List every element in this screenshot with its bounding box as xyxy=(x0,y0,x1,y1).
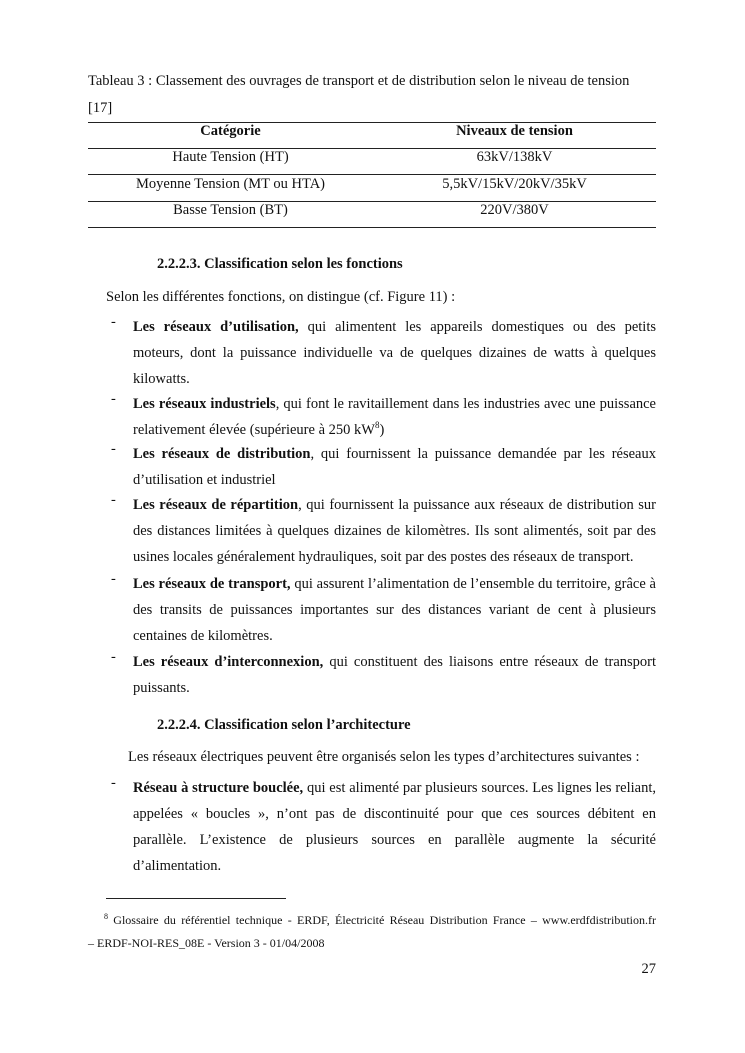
bullet-marker: - xyxy=(111,441,116,457)
table-bottom-rule xyxy=(88,227,656,228)
item-description: qui alimentent les appareils domestiques ou des petits moteurs, dont la puissance individuelle va de quelques dizaines de watts à quelques kilowatts. xyxy=(133,319,656,387)
footnote xyxy=(88,909,656,955)
item-description: , qui fournissent la puissance demandée par les réseaux d’utilisation et industriel xyxy=(133,446,656,488)
table-cell-category: Moyenne Tension (MT ou HTA) xyxy=(136,176,325,192)
footnote-number: 8 xyxy=(104,912,108,921)
table-cell-category: Basse Tension (BT) xyxy=(173,202,288,218)
item-description: qui est alimenté par plusieurs sources. Les lignes les reliant, appelées « boucles », n’ont pas de discontinuité pour que ces sources débitent en parallèle. L’existence de plusieurs sources en parallèle augmente la sécurité d’alimentation. xyxy=(133,780,656,874)
item-term: Réseau à structure bouclée, xyxy=(133,780,304,796)
item-term: Les réseaux de transport, xyxy=(133,576,291,592)
table-header-voltage: Niveaux de tension xyxy=(456,123,573,139)
item-description: qui constituent des liaisons entre réseaux de transport puissants. xyxy=(133,654,657,696)
bullet-marker: - xyxy=(111,314,116,330)
item-term: Les réseaux d’utilisation, xyxy=(133,319,299,335)
table-cell-voltage: 220V/380V xyxy=(480,202,549,218)
table-caption: Tableau 3 : Classement des ouvrages de transport et de distribution selon le niveau de tension [17] xyxy=(88,73,630,116)
item-term: Les réseaux de répartition xyxy=(133,497,299,513)
table-cell-voltage: 5,5kV/15kV/20kV/35kV xyxy=(442,176,587,192)
list-item xyxy=(106,492,656,570)
section-heading-fonctions: 2.2.2.3. Classification selon les fonctions xyxy=(157,256,403,272)
page-number: 27 xyxy=(641,961,656,977)
footnote-reference: 8 xyxy=(374,420,380,431)
list-item xyxy=(106,314,656,392)
list-item xyxy=(106,441,656,493)
item-description-tail: ) xyxy=(379,422,385,438)
bullet-marker: - xyxy=(111,391,116,407)
bullet-marker: - xyxy=(111,492,116,508)
table-row-rule xyxy=(88,174,656,175)
section-intro-fonctions: Selon les différentes fonctions, on distingue (cf. Figure 11) : xyxy=(106,289,456,305)
section-intro-architecture: Les réseaux électriques peuvent être organisés selon les types d’architectures suivantes : xyxy=(128,749,640,765)
footnote-text: Glossaire du référentiel technique - ERDF, Électricité Réseau Distribution France – www.erdfdistribution.fr xyxy=(108,913,656,927)
list-item xyxy=(106,775,656,879)
bullet-marker: - xyxy=(111,775,116,791)
footnote-separator xyxy=(106,898,286,899)
bullet-marker: - xyxy=(111,649,116,665)
list-item xyxy=(106,391,656,443)
item-description: , qui font le ravitaillement dans les industries avec une puissance relativement élevée (supérieure à 250 kW xyxy=(133,396,656,438)
item-term: Les réseaux industriels xyxy=(133,396,276,412)
section-heading-architecture: 2.2.2.4. Classification selon l’architecture xyxy=(157,717,411,733)
table-cell-category: Haute Tension (HT) xyxy=(172,149,289,165)
item-description: qui assurent l’alimentation de l’ensemble du territoire, grâce à des transits de puissances importantes sur des distances variant de cent à plusieurs centaines de kilomètres. xyxy=(133,576,656,644)
item-term: Les réseaux d’interconnexion, xyxy=(133,654,324,670)
table-cell-voltage: 63kV/138kV xyxy=(476,149,553,165)
item-description: , qui fournissent la puissance aux réseaux de distribution sur des distances limitées à quelques dizaines de kilomètres. Ils sont alimentés, soit par des usines locales généralement hydrauliques, soit par des postes des réseaux de transport. xyxy=(133,497,656,565)
list-item xyxy=(106,571,656,649)
table-header-category: Catégorie xyxy=(200,123,261,139)
item-term: Les réseaux de distribution xyxy=(133,446,311,462)
bullet-marker: - xyxy=(111,571,116,587)
list-item xyxy=(106,649,656,701)
footnote-text-continuation: – ERDF-NOI-RES_08E - Version 3 - 01/04/2008 xyxy=(88,936,325,950)
